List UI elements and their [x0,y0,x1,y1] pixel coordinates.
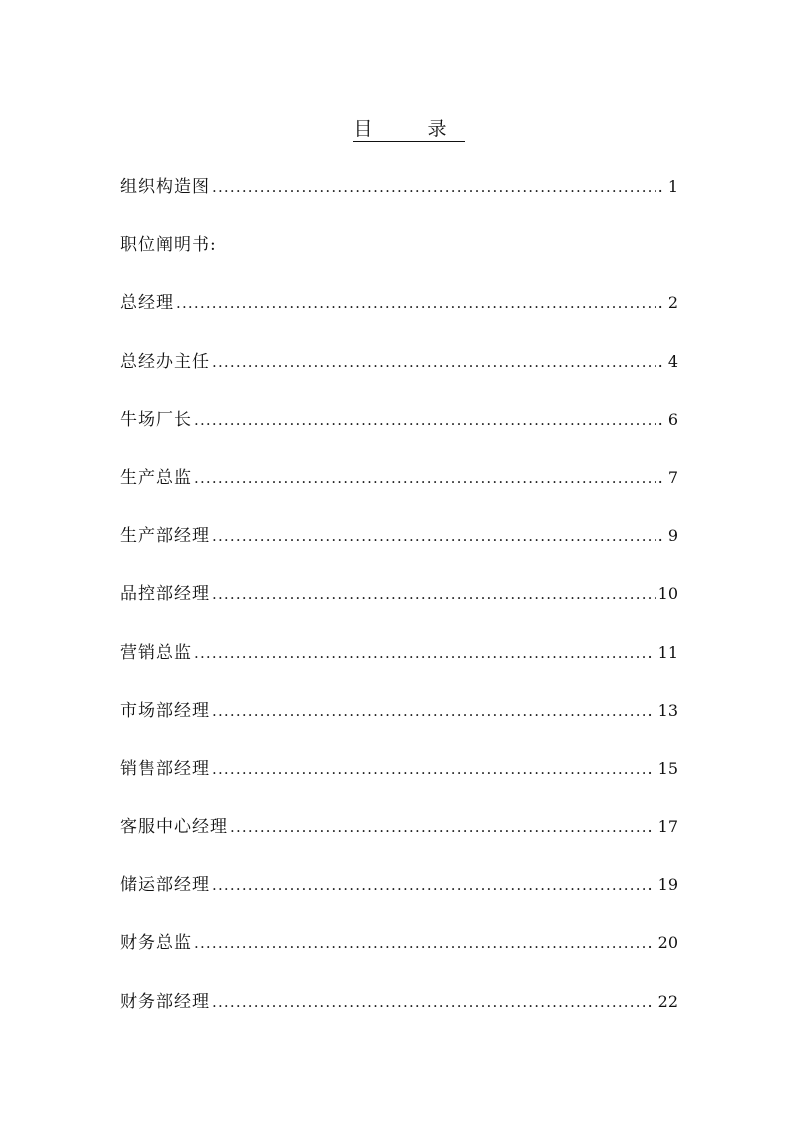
toc-entry[interactable] [120,926,678,984]
toc-page-number: . 22 [647,991,678,1011]
toc-entry-label: 总经理 [120,293,174,314]
toc-entry[interactable] [120,403,678,461]
table-of-contents [120,170,678,1043]
toc-page-number: 10 [657,584,678,604]
page-title-text: 目 录 [353,118,465,140]
toc-entry[interactable] [120,636,678,694]
toc-entry[interactable] [120,810,678,868]
toc-entry-label: 组织构造图 [120,177,210,197]
toc-leader-dots [194,636,645,670]
toc-leader-dots [194,926,645,960]
toc-entry-label: 牛场厂长 [120,409,192,430]
toc-leader-dots [230,810,645,844]
toc-entry[interactable] [120,694,678,752]
toc-page-number: . 6 [657,409,678,429]
toc-leader-dots [176,286,656,320]
toc-entry[interactable] [120,868,678,926]
toc-entry[interactable] [120,577,678,635]
toc-leader-dots [194,403,656,437]
toc-leader-dots [212,868,645,902]
toc-entry-label: 客服中心经理 [120,817,228,838]
toc-leader-dots [212,752,645,786]
toc-entry[interactable] [120,286,678,344]
toc-entry-label: 生产部经理 [120,526,210,547]
toc-entry-label: 品控部经理 [120,584,210,605]
toc-entry-label: 市场部经理 [120,700,210,721]
toc-page-number: . 20 [647,933,678,953]
toc-entry-label: 销售部经理 [120,758,210,779]
toc-page-number: . 4 [657,351,678,371]
toc-entry-label: 储运部经理 [120,875,210,896]
toc-leader-dots [212,170,656,204]
toc-leader-dots [212,985,645,1019]
toc-entry[interactable] [120,985,678,1043]
toc-entry-org-chart[interactable] [120,170,678,228]
toc-leader-dots [212,694,645,728]
toc-leader-dots [212,577,656,611]
toc-page-number: . 7 [657,467,678,487]
toc-leader-dots [194,461,656,495]
toc-entry-label: 财务总监 [120,933,192,954]
toc-page-number: . 17 [647,817,678,837]
toc-section-heading: 职位阐明书: [120,235,217,256]
toc-leader-dots [212,519,656,553]
toc-leader-dots [212,345,656,379]
toc-entry[interactable] [120,345,678,403]
toc-entry-label: 总经办主任 [120,351,210,372]
toc-entry-label: 生产总监 [120,467,192,488]
toc-entry-label: 财务部经理 [120,991,210,1012]
toc-page-number: . 9 [657,526,678,546]
toc-page-number: . 11 [647,642,678,662]
toc-entry[interactable] [120,519,678,577]
toc-page-number: . 19 [647,875,678,895]
toc-page-number: . 13 [647,700,678,720]
toc-entry[interactable] [120,461,678,519]
toc-entry[interactable] [120,752,678,810]
toc-page-number: . 2 [657,293,678,313]
toc-entry-label: 营销总监 [120,642,192,663]
toc-page-number: . 1 [657,177,678,196]
page-title [0,114,800,141]
toc-page-number: . 15 [647,758,678,778]
